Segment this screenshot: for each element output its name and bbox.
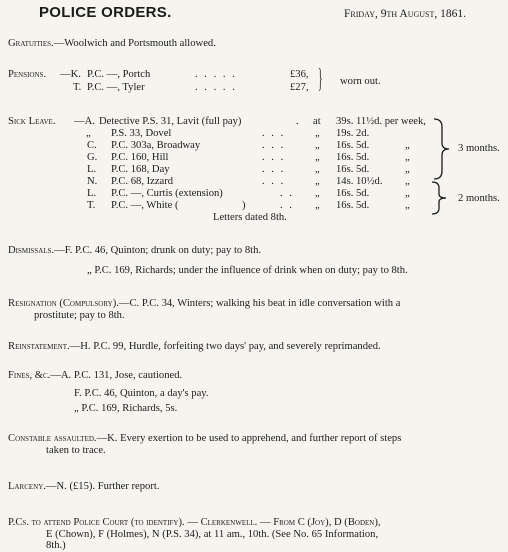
- pension-row-div: T.: [73, 82, 82, 93]
- sick-row-div: L.: [87, 164, 97, 175]
- sick-row-ditto: „: [405, 140, 410, 151]
- sick-row-name: P.C. 160, Hill: [111, 152, 169, 163]
- fines-section: [8, 370, 182, 382]
- sick-row-ditto: „: [405, 188, 410, 199]
- sick-row-dots: . .: [280, 188, 294, 199]
- page-title: POLICE ORDERS.: [39, 4, 172, 21]
- sick-row-mark: „: [315, 140, 320, 151]
- constable-assaulted-section: [8, 433, 401, 445]
- dismissals-heading: Dismissals.: [8, 245, 55, 256]
- gratuities-text: —Woolwich and Portsmouth allowed.: [53, 38, 216, 49]
- sick-row-ditto: „: [405, 176, 410, 187]
- sick-leave-letters-note: Letters dated 8th.: [213, 212, 287, 223]
- sick-row-div: G.: [87, 152, 98, 163]
- sick-row-rate: 14s. 10½d.: [336, 176, 383, 187]
- reinstatement-heading: Reinstatement.: [8, 341, 70, 352]
- sick-leave-heading: Sick Leave.: [8, 116, 56, 127]
- larceny-section: [8, 481, 159, 493]
- sick-row-name-close: ): [242, 200, 246, 211]
- police-court-line-3: 8th.): [46, 540, 66, 551]
- constable-assaulted-heading: Constable assaulted.: [8, 433, 97, 444]
- sick-row-ditto: „: [405, 152, 410, 163]
- fines-line-2: F. P.C. 46, Quinton, a day's pay.: [74, 388, 209, 399]
- pension-row-amount: £36,: [290, 69, 309, 80]
- sick-row-dots: . . .: [262, 140, 286, 151]
- larceny-heading: Larceny.: [8, 481, 46, 492]
- sick-row-div: L.: [87, 188, 97, 199]
- sick-row-rate: 19s. 2d.: [336, 128, 370, 139]
- fines-heading: Fines, &c.: [8, 370, 51, 381]
- dismissals-line-1: —F. P.C. 46, Quinton; drunk on duty; pay to 8th.: [54, 245, 262, 256]
- sick-row-rate: 39s. 11½d. per week,: [336, 116, 426, 127]
- sick-row-rate: 16s. 5d.: [336, 140, 370, 151]
- fines-line-1: —A. P.C. 131, Jose, cautioned.: [50, 370, 183, 381]
- pension-row-name: P.C. —, Portch: [87, 69, 151, 80]
- sick-row-div: T.: [87, 200, 96, 211]
- sick-leave-brace-2: [430, 180, 450, 216]
- resignation-heading: Resignation (Compulsory).: [8, 298, 119, 309]
- sick-row-dots: . . .: [262, 152, 286, 163]
- police-court-line-1: — Clerkenwell. — From C (Joy), D (Boden),: [184, 517, 381, 528]
- sick-row-rate: 16s. 5d.: [336, 188, 370, 199]
- sick-row-mark: at: [313, 116, 321, 127]
- sick-leave-period-3-months: 3 months.: [458, 143, 500, 154]
- pension-row-dots: . . . . .: [195, 69, 237, 80]
- sick-row-name: P.S. 33, Dovel: [111, 128, 172, 139]
- sick-row-dots: . .: [280, 200, 294, 211]
- police-court-line-2: E (Chown), F (Holmes), N (P.S. 34), at 11 am., 10th. (See No. 65 Information,: [46, 529, 379, 540]
- resignation-section: [8, 298, 400, 310]
- sick-row-name: P.C. 68, Izzard: [111, 176, 174, 187]
- sick-row-dots: .: [296, 116, 299, 127]
- constable-assaulted-line-2: taken to trace.: [46, 445, 106, 456]
- sick-row-div: C.: [87, 140, 97, 151]
- pensions-brace: }: [318, 63, 323, 93]
- sick-row-mark: „: [315, 164, 320, 175]
- sick-row-name: Detective P.S. 31, Lavit (full pay): [99, 116, 242, 127]
- sick-row-div: N.: [87, 176, 98, 187]
- constable-assaulted-line-1: —K. Every exertion to be used to apprehend, and further report of steps: [96, 433, 402, 444]
- sick-row-mark: „: [315, 200, 320, 211]
- resignation-line-2: prostitute; pay to 8th.: [34, 310, 125, 321]
- sick-row-name: P.C. 168, Day: [111, 164, 170, 175]
- gratuities-heading: Gratuities.: [8, 38, 54, 49]
- sick-leave-period-2-months: 2 months.: [458, 193, 500, 204]
- sick-row-ditto: „: [405, 164, 410, 175]
- sick-row-rate: 16s. 5d.: [336, 200, 370, 211]
- pensions-note: worn out.: [340, 76, 381, 87]
- police-court-section: [8, 517, 381, 529]
- sick-row-dots: . . .: [262, 176, 286, 187]
- sick-row-name: P.C. —, White (: [111, 200, 179, 211]
- reinstatement-text: —H. P.C. 99, Hurdle, forfeiting two days' pay, and severely reprimanded.: [69, 341, 381, 352]
- sick-row-name: P.C. 303a, Broadway: [111, 140, 201, 151]
- sick-row-name: P.C. —, Curtis (extension): [111, 188, 223, 199]
- pensions-heading: Pensions.: [8, 69, 47, 80]
- pension-row-amount: £27,: [290, 82, 309, 93]
- reinstatement-section: [8, 341, 381, 353]
- sick-row-dots: . . .: [262, 164, 286, 175]
- pension-row-name: P.C. —, Tyler: [87, 82, 145, 93]
- sick-row-ditto: „: [405, 200, 410, 211]
- page-date: Friday, 9th August, 1861.: [344, 8, 466, 20]
- pension-row-dots: . . . . .: [195, 82, 237, 93]
- police-court-heading: P.Cs. to attend Police Court (to identify).: [8, 517, 185, 528]
- sick-row-mark: „: [315, 128, 320, 139]
- dismissals-section: [8, 245, 261, 257]
- sick-row-div: —A.: [74, 116, 95, 127]
- gratuities-section: [8, 38, 216, 50]
- sick-row-rate: 16s. 5d.: [336, 152, 370, 163]
- sick-row-div: „: [86, 128, 91, 139]
- sick-row-rate: 16s. 5d.: [336, 164, 370, 175]
- fines-line-3: „ P.C. 169, Richards, 5s.: [74, 403, 178, 414]
- dismissals-line-2: „ P.C. 169, Richards; under the influence of drink when on duty; pay to 8th.: [87, 265, 408, 276]
- pension-row-div: —K.: [60, 69, 81, 80]
- resignation-line-1: —C. P.C. 34, Winters; walking his beat in idle conversation with a: [118, 298, 401, 309]
- sick-row-mark: „: [315, 188, 320, 199]
- sick-row-dots: . . .: [262, 128, 286, 139]
- sick-row-mark: „: [315, 176, 320, 187]
- sick-leave-brace-1: [432, 117, 452, 181]
- larceny-text: —N. (£15). Further report.: [45, 481, 160, 492]
- sick-row-mark: „: [315, 152, 320, 163]
